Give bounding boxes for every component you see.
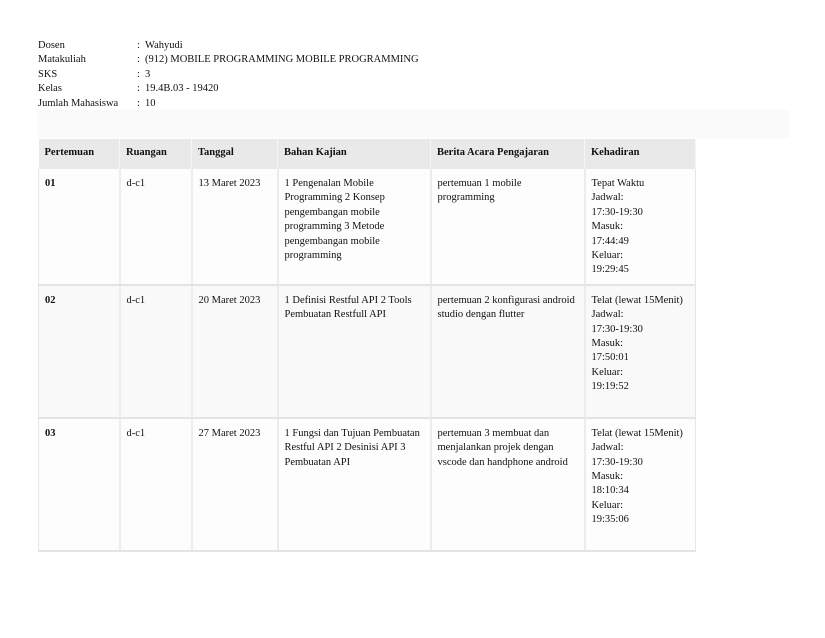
jadwal-label: Jadwal: xyxy=(591,442,624,454)
dosen-label: Dosen xyxy=(38,40,65,51)
separator: : xyxy=(137,40,140,51)
kehadiran-status: Telat (lewat 15Menit) xyxy=(591,294,683,306)
cell-tanggal: 20 Maret 2023 xyxy=(192,285,278,418)
sks-label: SKS xyxy=(38,68,58,80)
cell-berita-acara: pertemuan 3 membuat dan menjalankan projek dengan vscode dan handphone android xyxy=(431,418,585,551)
cell-bahan-kajian: 1 Fungsi dan Tujuan Pembuatan Restful API 2 Desinisi API 3 Pembuatan API xyxy=(278,418,431,551)
table-row xyxy=(39,418,696,551)
header-kehadiran: Kehadiran xyxy=(585,139,696,169)
separator: : xyxy=(137,68,140,80)
info-row-kelas xyxy=(38,82,419,96)
jadwal-value: 17:30-19:30 xyxy=(591,323,643,335)
matakuliah-value: (912) MOBILE PROGRAMMING MOBILE PROGRAMMING xyxy=(145,54,419,66)
masuk-label: Masuk: xyxy=(591,221,623,233)
keluar-value: 19:29:45 xyxy=(591,264,629,276)
keluar-label: Keluar: xyxy=(591,250,623,262)
jadwal-label: Jadwal: xyxy=(591,192,624,204)
cell-pertemuan: 02 xyxy=(39,285,120,418)
section-divider xyxy=(38,110,790,138)
separator: : xyxy=(137,83,140,95)
cell-kehadiran xyxy=(585,285,696,418)
masuk-label: Masuk: xyxy=(591,471,623,483)
info-row-matakuliah xyxy=(38,53,419,67)
separator: : xyxy=(137,54,140,66)
dosen-value: Wahyudi xyxy=(145,40,183,51)
table-header-row xyxy=(39,139,696,169)
table-row xyxy=(39,285,696,418)
info-row-sks xyxy=(38,68,419,82)
jadwal-label: Jadwal: xyxy=(591,309,624,321)
header-pertemuan: Pertemuan xyxy=(39,139,120,169)
cell-tanggal: 27 Maret 2023 xyxy=(192,418,278,551)
keluar-label: Keluar: xyxy=(591,366,623,378)
keluar-value: 19:35:06 xyxy=(591,514,629,526)
header-ruangan: Ruangan xyxy=(120,139,192,169)
cell-berita-acara: pertemuan 2 konfigurasi android studio dengan flutter xyxy=(431,285,585,418)
masuk-value: 18:10:34 xyxy=(591,485,629,497)
cell-tanggal: 13 Maret 2023 xyxy=(192,169,278,285)
kelas-value: 19.4B.03 - 19420 xyxy=(145,83,219,95)
masuk-label: Masuk: xyxy=(591,338,623,350)
jadwal-value: 17:30-19:30 xyxy=(591,456,643,468)
cell-bahan-kajian: 1 Definisi Restful API 2 Tools Pembuatan Restfull API xyxy=(278,285,431,418)
jadwal-value: 17:30-19:30 xyxy=(591,206,643,218)
separator: : xyxy=(137,97,140,109)
cell-ruangan: d-c1 xyxy=(120,418,192,551)
matakuliah-label: Matakuliah xyxy=(38,54,86,66)
info-row-dosen xyxy=(38,39,419,53)
cell-bahan-kajian: 1 Pengenalan Mobile Programming 2 Konsep pengembangan mobile programming 3 Metode pengembangan mobile programming xyxy=(278,169,431,285)
table-row xyxy=(39,169,696,285)
attendance-table xyxy=(38,139,696,552)
kehadiran-status: Telat (lewat 15Menit) xyxy=(591,427,683,439)
cell-ruangan: d-c1 xyxy=(120,169,192,285)
cell-kehadiran xyxy=(585,169,696,285)
header-bahan-kajian: Bahan Kajian xyxy=(278,139,431,169)
cell-ruangan: d-c1 xyxy=(120,285,192,418)
keluar-label: Keluar: xyxy=(591,499,623,511)
jumlah-label: Jumlah Mahasiswa xyxy=(38,97,119,109)
course-info xyxy=(38,39,419,111)
cell-pertemuan: 03 xyxy=(39,418,120,551)
info-row-jumlah xyxy=(38,97,419,111)
cell-kehadiran xyxy=(585,418,696,551)
sks-value: 3 xyxy=(145,68,151,80)
header-tanggal: Tanggal xyxy=(192,139,278,169)
masuk-value: 17:50:01 xyxy=(591,352,629,364)
kelas-label: Kelas xyxy=(38,83,62,95)
cell-pertemuan: 01 xyxy=(39,169,120,285)
kehadiran-status: Tepat Waktu xyxy=(591,178,645,189)
keluar-value: 19:19:52 xyxy=(591,381,629,393)
jumlah-value: 10 xyxy=(145,97,156,109)
cell-berita-acara: pertemuan 1 mobile programming xyxy=(431,169,585,285)
header-berita-acara: Berita Acara Pengajaran xyxy=(431,139,585,169)
masuk-value: 17:44:49 xyxy=(591,235,629,247)
